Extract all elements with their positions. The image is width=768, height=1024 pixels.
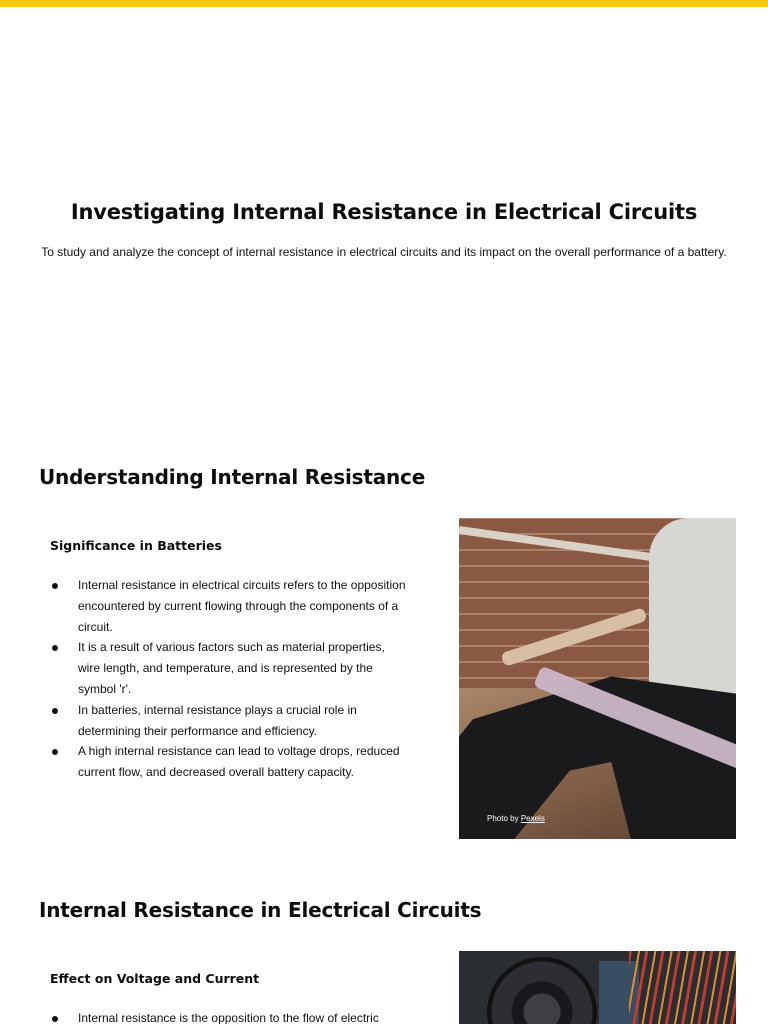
photo-computer-internals	[459, 951, 736, 1024]
photo-cpu-fan	[487, 957, 597, 1024]
section-heading-circuits: Internal Resistance in Electrical Circuits	[39, 898, 482, 922]
bullet-dot-icon	[52, 1016, 58, 1022]
list-item	[50, 741, 410, 783]
section-heading-understanding: Understanding Internal Resistance	[39, 465, 426, 489]
photo-credit-link[interactable]: Pexels	[520, 814, 545, 823]
list-item-text: In batteries, internal resistance plays a crucial role in determining their performance and efficiency.	[78, 702, 357, 738]
photo-credit-prefix: Photo by	[487, 814, 521, 823]
bullet-dot-icon	[52, 749, 58, 755]
list-item	[50, 700, 410, 742]
section-subheading-voltage-current: Effect on Voltage and Current	[50, 971, 260, 986]
bullet-list-significance	[50, 575, 410, 783]
bullet-dot-icon	[52, 708, 58, 714]
list-item	[50, 575, 410, 637]
photo-wires	[629, 951, 736, 1024]
bullet-dot-icon	[52, 583, 58, 589]
bullet-list-voltage-current	[50, 1008, 410, 1024]
list-item-text: It is a result of various factors such as material properties, wire length, and temperature, and is represented by the symbol 'r'.	[78, 640, 385, 696]
top-accent-bar	[0, 0, 768, 7]
list-item-text: Internal resistance is the opposition to the flow of electric	[78, 1011, 379, 1024]
list-item	[50, 1008, 410, 1024]
photo-resistance-band	[459, 518, 736, 839]
list-item-text: Internal resistance in electrical circuits refers to the opposition encountered by current flowing through the components of a circuit.	[78, 578, 406, 634]
page-title: Investigating Internal Resistance in Electrical Circuits	[70, 200, 698, 224]
section-subheading-significance: Significance in Batteries	[50, 538, 222, 553]
photo-credit	[487, 814, 545, 823]
bullet-dot-icon	[52, 645, 58, 651]
list-item-text: A high internal resistance can lead to voltage drops, reduced current flow, and decreased overall battery capacity.	[78, 744, 400, 780]
page-subtitle: To study and analyze the concept of internal resistance in electrical circuits and its impact on the overall performance of a battery.	[41, 245, 727, 259]
list-item	[50, 637, 410, 699]
